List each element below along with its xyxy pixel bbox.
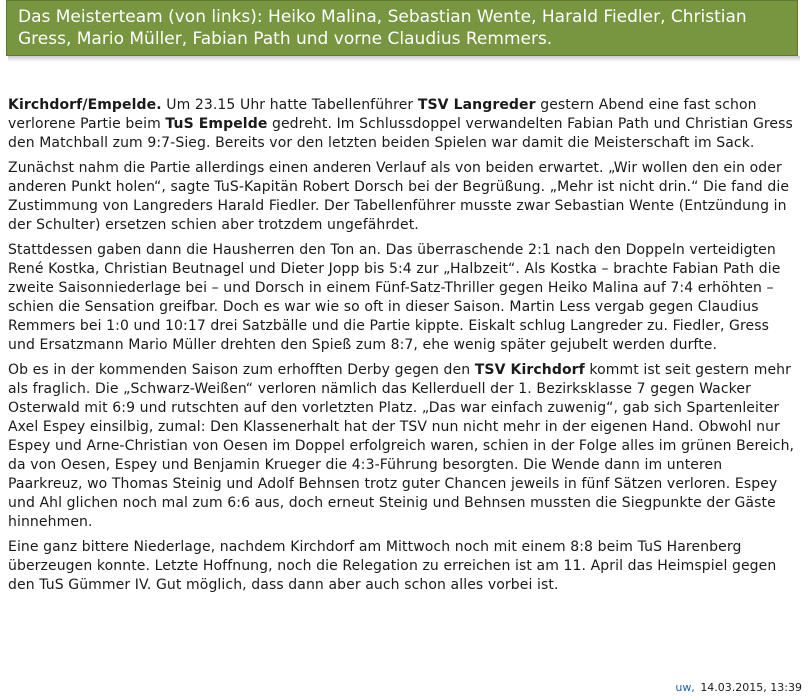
paragraph-4: Ob es in der kommenden Saison zum erhofften Derby gegen den TSV Kirchdorf kommt ist seit gestern mehr als fraglich. Die „Schwarz-Weißen“ verloren nämlich das Kellerduell der 1. Bezirksklasse 7 gegen Wacker Osterwald mit 6:9 und rutschten auf den vorletzten Platz. „Das war einfach zuwenig“, gab sich Spartenleiter Axel Espey einsilbig, zumal: Den Klassenerhalt hat der TSV nun nicht mehr in der eigenen Hand. Obwohl nur Espey und Arne-Christian von Oesen im Doppel erfolgreich waren, schien in der Folge alles im grünen Bereich, da von Oesen, Espey und Benjamin Krueger die 4:3-Führung besorgten. Die Wende dann im unteren Paarkreuz, wo Thomas Steinig und Adolf Behnsen trotz guter Chancen jeweils in fünf Sätzen verloren. Espey und Ahl glichen noch mal zum 6:6 aus, doch erneut Steinig und Behnsen mussten die Siegpunkte der Gäste hinnehmen.	[8, 362, 795, 530]
caption-shadow	[8, 56, 800, 62]
dateline: Kirchdorf/Empelde.	[8, 97, 162, 113]
photo-caption: Das Meisterteam (von links): Heiko Malina, Sebastian Wente, Harald Fiedler, Christian Gress, Mario Müller, Fabian Path und vorne Claudius Remmers.	[6, 0, 798, 56]
team-name: TSV Kirchdorf	[474, 362, 585, 378]
paragraph-3: Stattdessen gaben dann die Hausherren den Ton an. Das überraschende 2:1 nach den Doppeln verteidigten René Kostka, Christian Beutnagel und Dieter Jopp bis 5:4 zur „Halbzeit“. Als Kostka – brachte Fabian Path die zweite Saisonniederlage bei – und Dorsch in einem Fünf-Satz-Thriller gegen Heiko Malina auf 7:4 erhöhten – schien die Sensation greifbar. Doch es war wie so oft in dieser Saison. Martin Less vergab gegen Claudius Remmers bei 1:0 und 10:17 drei Satzbälle und die Partie kippte. Eiskalt schlug Langreder zu. Fiedler, Gress und Ersatzmann Mario Müller drehten den Spieß zum 8:7, ehe wenig später gejubelt werden durfte.	[8, 242, 781, 353]
article-body	[8, 96, 798, 601]
author-link[interactable]: uw,	[675, 681, 695, 694]
publish-datetime: 14.03.2015, 13:39	[700, 681, 802, 694]
paragraph-2: Zunächst nahm die Partie allerdings einen anderen Verlauf als von beiden erwartet. „Wir wollen den ein oder anderen Punkt holen“, sagte TuS-Kapitän Robert Dorsch bei der Begrüßung. „Mehr ist nicht drin.“ Die fand die Zustimmung von Langreders Harald Fiedler. Der Tabellenführer musste zwar Sebastian Wente (Entzündung in der Schulter) ersetzen schien aber trotzdem ungefährdet.	[8, 160, 790, 233]
paragraph-1: Kirchdorf/Empelde. Um 23.15 Uhr hatte Tabellenführer TSV Langreder gestern Abend eine fast schon verlorene Partie beim TuS Empelde gedreht. Im Schlussdoppel verwandelten Fabian Path und Christian Gress den Matchball zum 9:7-Sieg. Bereits vor den letzten beiden Spielen war damit die Meisterschaft im Sack.	[8, 97, 793, 151]
team-name: TuS Empelde	[165, 116, 268, 132]
paragraph-5: Eine ganz bittere Niederlage, nachdem Kirchdorf am Mittwoch noch mit einem 8:8 beim TuS Harenberg überzeugen konnte. Letzte Hoffnung, noch die Relegation zu erreichen ist am 11. April das Heimspiel gegen den TuS Gümmer IV. Gut möglich, dass dann aber auch schon alles vorbei ist.	[8, 539, 777, 593]
byline	[675, 681, 802, 695]
team-name: TSV Langreder	[417, 97, 536, 113]
